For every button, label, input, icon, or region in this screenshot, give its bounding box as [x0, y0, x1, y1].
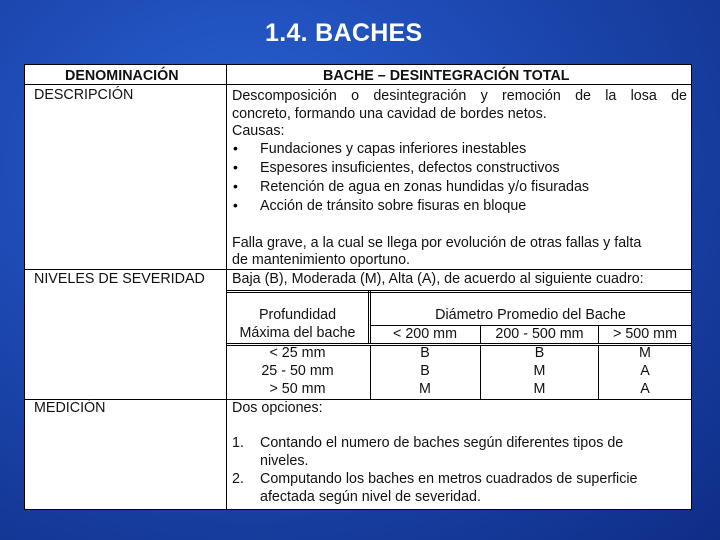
- depth-value: < 25 mm: [269, 345, 326, 361]
- bullet-icon: •: [233, 178, 238, 194]
- header-denominacion: DENOMINACIÓN: [65, 68, 179, 84]
- causa-item: Espesores insuficientes, defectos constructivos: [260, 160, 560, 176]
- option-number: 2.: [232, 471, 244, 487]
- option-line2: afectada según nivel de severidad.: [260, 489, 481, 505]
- diameter-header: Diámetro Promedio del Bache: [435, 307, 626, 323]
- label-medicion: MEDICIÓN: [34, 400, 106, 416]
- depth-value: 25 - 50 mm: [261, 363, 334, 379]
- descripcion-line2: concreto, formando una cavidad de bordes netos.: [232, 106, 547, 122]
- causa-item: Fundaciones y capas inferiores inestables: [260, 141, 527, 157]
- severity-value: M: [533, 381, 546, 397]
- option-line1: Computando los baches en metros cuadrados de superficie: [260, 471, 638, 487]
- bullet-icon: •: [233, 140, 238, 156]
- depth-header-line2: Máxima del bache: [239, 325, 356, 341]
- slide-title: 1.4. BACHES: [265, 19, 423, 47]
- diameter-col: > 500 mm: [613, 326, 677, 342]
- bache-table: [24, 64, 692, 510]
- causa-item: Retención de agua en zonas hundidas y/o fisuradas: [260, 179, 590, 195]
- severity-value: M: [533, 363, 546, 379]
- option-line1: Contando el numero de baches según diferentes tipos de: [260, 435, 624, 451]
- row-divider-severidad: [25, 399, 691, 400]
- severity-value: B: [534, 345, 545, 361]
- bullet-icon: •: [233, 159, 238, 175]
- medicion-intro: Dos opciones:: [232, 400, 323, 416]
- note-line1: Falla grave, a la cual se llega por evolución de otras fallas y falta: [232, 235, 642, 251]
- depth-header-line1: Profundidad: [258, 307, 337, 323]
- option-number: 1.: [232, 435, 244, 451]
- severity-value: A: [640, 381, 650, 397]
- note-line2: de mantenimiento oportuno.: [232, 252, 411, 268]
- severity-value: A: [640, 363, 650, 379]
- severity-value: B: [420, 345, 430, 361]
- severidad-intro: Baja (B), Moderada (M), Alta (A), de acuerdo al siguiente cuadro:: [232, 271, 644, 287]
- causas-label: Causas:: [232, 123, 285, 139]
- label-descripcion: DESCRIPCIÓN: [34, 87, 134, 103]
- column-divider: [226, 65, 227, 509]
- severity-value: B: [420, 363, 430, 379]
- severity-value: M: [419, 381, 431, 397]
- depth-value: > 50 mm: [269, 381, 326, 397]
- severity-value: M: [639, 345, 651, 361]
- diameter-col: 200 - 500 mm: [495, 326, 584, 342]
- descripcion-line1: Descomposición o desintegración y remoción de la losa de: [232, 88, 687, 104]
- diameter-col: < 200 mm: [393, 326, 457, 342]
- header-bache: BACHE – DESINTEGRACIÓN TOTAL: [323, 68, 570, 84]
- bullet-icon: •: [233, 197, 238, 213]
- causa-item: Acción de tránsito sobre fisuras en bloque: [260, 198, 527, 214]
- option-line2: niveles.: [260, 453, 309, 469]
- label-severidad: NIVELES DE SEVERIDAD: [34, 271, 205, 287]
